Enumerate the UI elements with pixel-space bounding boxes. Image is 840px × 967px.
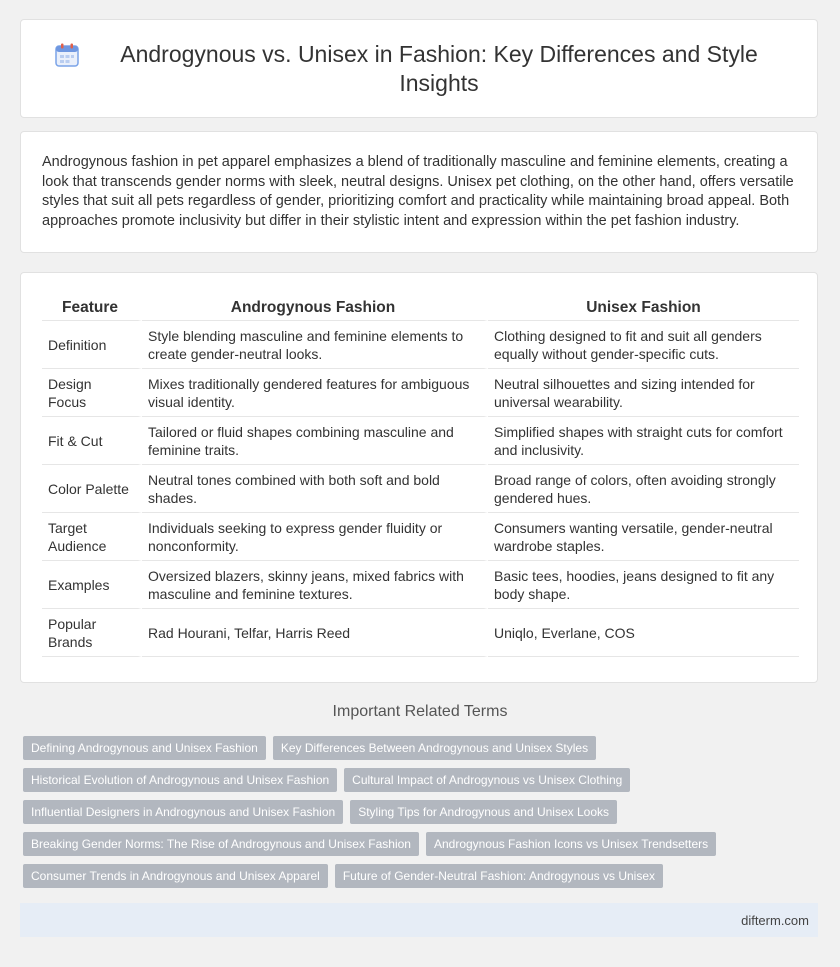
- comparison-table-card: [20, 272, 818, 683]
- table-row: [42, 513, 799, 561]
- related-term-link[interactable]: Future of Gender-Neutral Fashion: Androgynous vs Unisex: [335, 864, 663, 888]
- table-row: [42, 369, 799, 417]
- unisex-cell: Clothing designed to fit and suit all genders equally without gender-specific cuts.: [488, 321, 799, 369]
- feature-cell: Fit & Cut: [42, 417, 142, 465]
- related-term-link[interactable]: Influential Designers in Androgynous and Unisex Fashion: [23, 800, 343, 824]
- table-row: [42, 465, 799, 513]
- related-term-link[interactable]: Cultural Impact of Androgynous vs Unisex Clothing: [344, 768, 630, 792]
- title-row: [21, 20, 817, 117]
- footer: [20, 903, 818, 937]
- table-row: [42, 561, 799, 609]
- androgynous-cell: Oversized blazers, skinny jeans, mixed fabrics with masculine and feminine textures.: [142, 561, 488, 609]
- tag-row: [23, 736, 803, 768]
- androgynous-cell: Individuals seeking to express gender fluidity or nonconformity.: [142, 513, 488, 561]
- column-header-androgynous: Androgynous Fashion: [142, 294, 488, 321]
- table-row: [42, 417, 799, 465]
- table-row: [42, 321, 799, 369]
- related-term-link[interactable]: Consumer Trends in Androgynous and Unisex Apparel: [23, 864, 328, 888]
- androgynous-cell: Neutral tones combined with both soft and bold shades.: [142, 465, 488, 513]
- calendar-icon: [54, 42, 80, 68]
- footer-site-link[interactable]: difterm.com: [741, 913, 809, 928]
- comparison-table: [42, 294, 799, 657]
- unisex-cell: Neutral silhouettes and sizing intended for universal wearability.: [488, 369, 799, 417]
- related-terms-heading: Important Related Terms: [332, 703, 508, 720]
- related-term-link[interactable]: Styling Tips for Androgynous and Unisex Looks: [350, 800, 617, 824]
- related-term-link[interactable]: Androgynous Fashion Icons vs Unisex Trendsetters: [426, 832, 716, 856]
- related-term-link[interactable]: Defining Androgynous and Unisex Fashion: [23, 736, 266, 760]
- feature-cell: Design Focus: [42, 369, 142, 417]
- intro-text: Androgynous fashion in pet apparel emphasizes a blend of traditionally masculine and feminine elements, creating a look that transcends gender norms with sleek, neutral designs. Unisex pet clothing, on the other hand, offers versatile styles that suit all pets regardless of gender, prioritizing comfort and practicality while maintaining broad appeal. Both approaches promote inclusivity but differ in their stylistic intent and expression within the pet fashion industry.: [42, 154, 794, 229]
- unisex-cell: Consumers wanting versatile, gender-neutral wardrobe staples.: [488, 513, 799, 561]
- androgynous-cell: Tailored or fluid shapes combining masculine and feminine traits.: [142, 417, 488, 465]
- page-title: Androgynous vs. Unisex in Fashion: Key Differences and Style Insights: [120, 40, 758, 96]
- feature-cell: Color Palette: [42, 465, 142, 513]
- intro-card: [20, 131, 818, 253]
- related-term-link[interactable]: Historical Evolution of Androgynous and Unisex Fashion: [23, 768, 337, 792]
- feature-cell: Target Audience: [42, 513, 142, 561]
- header-card: [20, 19, 818, 118]
- tag-row: [23, 832, 803, 864]
- column-header-feature: Feature: [42, 294, 142, 321]
- unisex-cell: Broad range of colors, often avoiding strongly gendered hues.: [488, 465, 799, 513]
- related-terms-list: [23, 736, 803, 896]
- column-header-unisex: Unisex Fashion: [488, 294, 799, 321]
- feature-cell: Popular Brands: [42, 609, 142, 657]
- tag-row: [23, 768, 803, 800]
- related-term-link[interactable]: Breaking Gender Norms: The Rise of Androgynous and Unisex Fashion: [23, 832, 419, 856]
- androgynous-cell: Style blending masculine and feminine elements to create gender-neutral looks.: [142, 321, 488, 369]
- androgynous-cell: Rad Hourani, Telfar, Harris Reed: [142, 609, 488, 657]
- unisex-cell: Basic tees, hoodies, jeans designed to fit any body shape.: [488, 561, 799, 609]
- table-header-row: [42, 294, 799, 321]
- tag-row: [23, 864, 803, 896]
- feature-cell: Definition: [42, 321, 142, 369]
- androgynous-cell: Mixes traditionally gendered features for ambiguous visual identity.: [142, 369, 488, 417]
- unisex-cell: Uniqlo, Everlane, COS: [488, 609, 799, 657]
- unisex-cell: Simplified shapes with straight cuts for comfort and inclusivity.: [488, 417, 799, 465]
- table-row: [42, 609, 799, 657]
- feature-cell: Examples: [42, 561, 142, 609]
- related-term-link[interactable]: Key Differences Between Androgynous and Unisex Styles: [273, 736, 596, 760]
- tag-row: [23, 800, 803, 832]
